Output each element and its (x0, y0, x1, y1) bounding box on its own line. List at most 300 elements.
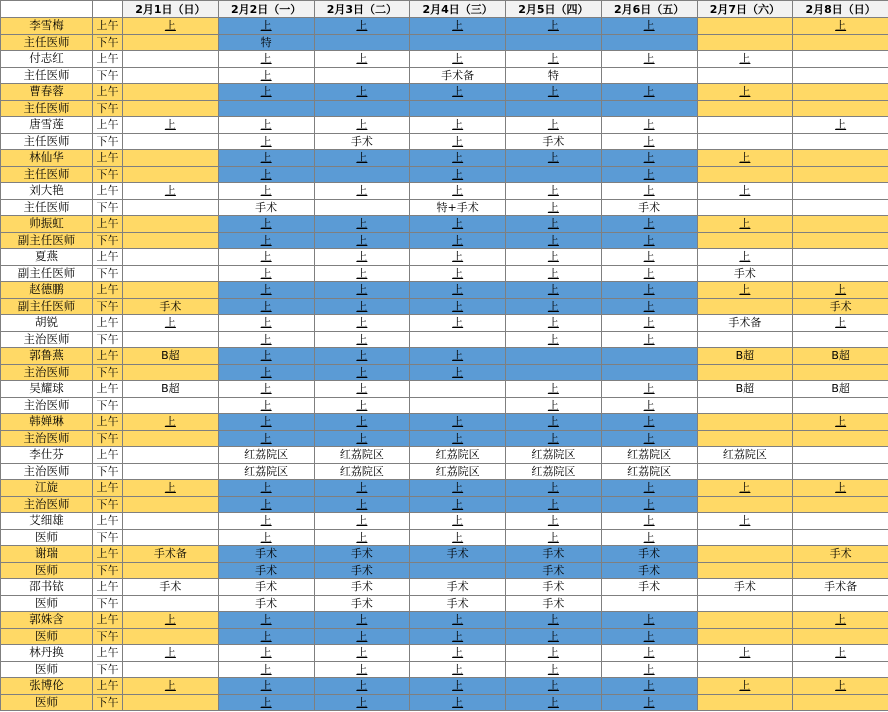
doctor-name-cell[interactable]: 医师 (1, 628, 93, 645)
schedule-cell[interactable]: 上 (218, 298, 314, 315)
schedule-cell[interactable]: 上 (314, 18, 410, 35)
schedule-cell[interactable]: 上 (506, 661, 602, 678)
half-day-cell[interactable]: 下午 (93, 133, 123, 150)
schedule-cell[interactable]: 上 (601, 612, 697, 629)
schedule-cell[interactable]: 上 (123, 480, 219, 497)
schedule-cell[interactable]: 上 (506, 430, 602, 447)
schedule-cell[interactable]: 上 (410, 364, 506, 381)
schedule-cell[interactable]: 上 (410, 661, 506, 678)
schedule-cell[interactable]: 手术 (314, 595, 410, 612)
schedule-cell[interactable] (793, 100, 888, 117)
schedule-cell[interactable]: 上 (410, 496, 506, 513)
corner-cell-half[interactable] (93, 1, 123, 18)
schedule-cell[interactable]: 手术 (793, 298, 888, 315)
schedule-cell[interactable]: 上 (314, 282, 410, 299)
schedule-cell[interactable]: 上 (697, 183, 793, 200)
schedule-cell[interactable]: 上 (314, 150, 410, 167)
schedule-cell[interactable]: B超 (793, 381, 888, 398)
schedule-cell[interactable]: 上 (601, 694, 697, 711)
schedule-cell[interactable]: 手术 (314, 546, 410, 563)
schedule-cell[interactable] (793, 513, 888, 530)
day-header[interactable]: 2月4日（三） (410, 1, 506, 18)
schedule-cell[interactable] (123, 595, 219, 612)
schedule-cell[interactable]: 上 (601, 265, 697, 282)
schedule-cell[interactable]: 上 (314, 414, 410, 431)
schedule-cell[interactable]: 上 (793, 480, 888, 497)
schedule-cell[interactable]: 上 (697, 480, 793, 497)
doctor-name-cell[interactable]: 林丹换 (1, 645, 93, 662)
schedule-cell[interactable] (793, 232, 888, 249)
schedule-cell[interactable]: 上 (410, 166, 506, 183)
schedule-cell[interactable] (697, 546, 793, 563)
schedule-cell[interactable]: 上 (697, 51, 793, 68)
schedule-cell[interactable]: 上 (314, 480, 410, 497)
schedule-cell[interactable]: 上 (601, 381, 697, 398)
schedule-cell[interactable]: B超 (123, 381, 219, 398)
schedule-cell[interactable]: 上 (218, 84, 314, 101)
schedule-cell[interactable] (697, 562, 793, 579)
schedule-cell[interactable]: 上 (410, 150, 506, 167)
schedule-cell[interactable] (793, 216, 888, 233)
schedule-cell[interactable] (123, 51, 219, 68)
schedule-cell[interactable] (314, 67, 410, 84)
schedule-cell[interactable]: 手术 (218, 579, 314, 596)
schedule-cell[interactable] (793, 694, 888, 711)
schedule-cell[interactable] (506, 348, 602, 365)
day-header[interactable]: 2月6日（五） (601, 1, 697, 18)
schedule-cell[interactable]: 上 (314, 298, 410, 315)
half-day-cell[interactable]: 下午 (93, 463, 123, 480)
schedule-cell[interactable] (793, 133, 888, 150)
schedule-cell[interactable] (793, 331, 888, 348)
doctor-name-cell[interactable]: 主治医师 (1, 463, 93, 480)
schedule-cell[interactable]: 上 (506, 51, 602, 68)
schedule-cell[interactable]: 上 (697, 282, 793, 299)
schedule-cell[interactable] (793, 150, 888, 167)
schedule-cell[interactable]: 上 (314, 529, 410, 546)
half-day-cell[interactable]: 上午 (93, 513, 123, 530)
doctor-name-cell[interactable]: 江旋 (1, 480, 93, 497)
schedule-cell[interactable]: 上 (410, 612, 506, 629)
half-day-cell[interactable]: 下午 (93, 298, 123, 315)
schedule-cell[interactable] (123, 661, 219, 678)
schedule-cell[interactable] (601, 34, 697, 51)
schedule-cell[interactable]: 上 (506, 480, 602, 497)
schedule-cell[interactable]: 上 (506, 414, 602, 431)
schedule-cell[interactable]: 上 (410, 216, 506, 233)
schedule-cell[interactable]: 上 (218, 414, 314, 431)
schedule-cell[interactable] (410, 562, 506, 579)
schedule-cell[interactable]: 上 (218, 430, 314, 447)
doctor-name-cell[interactable]: 曹春蓉 (1, 84, 93, 101)
schedule-cell[interactable]: 上 (506, 282, 602, 299)
half-day-cell[interactable]: 上午 (93, 84, 123, 101)
schedule-cell[interactable]: 上 (601, 513, 697, 530)
schedule-cell[interactable] (123, 199, 219, 216)
schedule-cell[interactable]: 上 (506, 117, 602, 134)
schedule-cell[interactable]: 上 (410, 628, 506, 645)
schedule-cell[interactable]: 上 (218, 678, 314, 695)
schedule-cell[interactable] (123, 232, 219, 249)
schedule-cell[interactable]: 上 (793, 414, 888, 431)
schedule-cell[interactable]: 上 (314, 430, 410, 447)
schedule-cell[interactable]: 上 (218, 216, 314, 233)
schedule-cell[interactable]: 手术 (793, 546, 888, 563)
schedule-cell[interactable] (697, 529, 793, 546)
schedule-cell[interactable]: 上 (314, 678, 410, 695)
schedule-cell[interactable] (123, 150, 219, 167)
doctor-name-cell[interactable]: 付志红 (1, 51, 93, 68)
half-day-cell[interactable]: 下午 (93, 694, 123, 711)
schedule-cell[interactable]: 上 (601, 166, 697, 183)
schedule-cell[interactable] (697, 331, 793, 348)
schedule-cell[interactable] (793, 364, 888, 381)
schedule-cell[interactable] (793, 265, 888, 282)
schedule-cell[interactable]: 特 (218, 34, 314, 51)
schedule-cell[interactable]: 上 (601, 331, 697, 348)
schedule-cell[interactable] (314, 34, 410, 51)
half-day-cell[interactable]: 上午 (93, 645, 123, 662)
schedule-cell[interactable]: 手术 (218, 595, 314, 612)
schedule-cell[interactable] (123, 364, 219, 381)
schedule-cell[interactable]: 上 (697, 84, 793, 101)
schedule-cell[interactable] (793, 463, 888, 480)
schedule-cell[interactable] (697, 628, 793, 645)
schedule-cell[interactable] (123, 447, 219, 464)
schedule-cell[interactable]: 上 (410, 315, 506, 332)
half-day-cell[interactable]: 上午 (93, 183, 123, 200)
schedule-cell[interactable]: 上 (123, 612, 219, 629)
half-day-cell[interactable]: 上午 (93, 546, 123, 563)
day-header[interactable]: 2月5日（四） (506, 1, 602, 18)
schedule-cell[interactable] (123, 282, 219, 299)
schedule-cell[interactable]: 上 (601, 496, 697, 513)
schedule-cell[interactable]: 上 (697, 150, 793, 167)
schedule-cell[interactable] (506, 100, 602, 117)
schedule-cell[interactable]: 上 (123, 315, 219, 332)
schedule-cell[interactable]: 上 (410, 232, 506, 249)
schedule-cell[interactable]: 手术备 (123, 546, 219, 563)
schedule-cell[interactable] (793, 34, 888, 51)
schedule-cell[interactable]: 手术 (410, 546, 506, 563)
schedule-cell[interactable]: 上 (314, 84, 410, 101)
schedule-cell[interactable]: 上 (218, 364, 314, 381)
half-day-cell[interactable]: 上午 (93, 216, 123, 233)
schedule-cell[interactable]: 手术 (314, 579, 410, 596)
schedule-cell[interactable]: 手术 (218, 546, 314, 563)
schedule-cell[interactable]: 上 (601, 678, 697, 695)
schedule-cell[interactable]: 上 (410, 183, 506, 200)
half-day-cell[interactable]: 下午 (93, 166, 123, 183)
schedule-cell[interactable] (506, 166, 602, 183)
schedule-cell[interactable]: 上 (314, 364, 410, 381)
schedule-cell[interactable]: 特+手术 (410, 199, 506, 216)
schedule-cell[interactable]: 上 (218, 331, 314, 348)
schedule-cell[interactable]: 上 (314, 628, 410, 645)
schedule-cell[interactable]: 上 (218, 18, 314, 35)
schedule-cell[interactable]: 上 (601, 216, 697, 233)
schedule-cell[interactable]: 上 (410, 694, 506, 711)
schedule-cell[interactable] (314, 100, 410, 117)
schedule-cell[interactable]: 上 (506, 150, 602, 167)
schedule-cell[interactable]: 上 (506, 529, 602, 546)
schedule-cell[interactable]: 上 (410, 249, 506, 266)
schedule-cell[interactable] (506, 34, 602, 51)
schedule-cell[interactable]: 手术备 (410, 67, 506, 84)
schedule-cell[interactable] (697, 414, 793, 431)
schedule-cell[interactable]: 上 (793, 678, 888, 695)
schedule-cell[interactable]: 手术 (506, 579, 602, 596)
schedule-cell[interactable]: 红荔院区 (506, 463, 602, 480)
schedule-cell[interactable]: 上 (218, 381, 314, 398)
schedule-cell[interactable] (601, 595, 697, 612)
schedule-cell[interactable]: 上 (123, 414, 219, 431)
schedule-cell[interactable]: 手术 (601, 579, 697, 596)
schedule-cell[interactable]: 手术 (506, 133, 602, 150)
schedule-cell[interactable]: 手术 (123, 298, 219, 315)
schedule-cell[interactable]: 上 (506, 315, 602, 332)
schedule-cell[interactable]: 上 (314, 265, 410, 282)
doctor-name-cell[interactable]: 郭鲁燕 (1, 348, 93, 365)
schedule-cell[interactable]: 上 (314, 397, 410, 414)
schedule-cell[interactable] (314, 166, 410, 183)
schedule-cell[interactable]: 上 (218, 265, 314, 282)
schedule-cell[interactable] (793, 166, 888, 183)
schedule-cell[interactable]: 手术 (506, 562, 602, 579)
half-day-cell[interactable]: 上午 (93, 579, 123, 596)
schedule-cell[interactable]: 上 (314, 496, 410, 513)
schedule-cell[interactable]: 上 (314, 694, 410, 711)
corner-cell[interactable] (1, 1, 93, 18)
schedule-cell[interactable] (793, 249, 888, 266)
schedule-cell[interactable] (697, 496, 793, 513)
schedule-cell[interactable]: 上 (218, 249, 314, 266)
schedule-cell[interactable]: 上 (314, 612, 410, 629)
schedule-cell[interactable] (410, 100, 506, 117)
schedule-cell[interactable]: 上 (506, 645, 602, 662)
half-day-cell[interactable]: 上午 (93, 51, 123, 68)
schedule-cell[interactable]: 红荔院区 (697, 447, 793, 464)
schedule-cell[interactable]: 上 (506, 298, 602, 315)
schedule-cell[interactable] (697, 298, 793, 315)
doctor-name-cell[interactable]: 主治医师 (1, 331, 93, 348)
schedule-cell[interactable]: 上 (410, 430, 506, 447)
half-day-cell[interactable]: 上午 (93, 348, 123, 365)
schedule-cell[interactable] (793, 447, 888, 464)
schedule-cell[interactable]: 上 (506, 18, 602, 35)
schedule-cell[interactable]: 上 (410, 348, 506, 365)
schedule-cell[interactable]: 红荔院区 (410, 463, 506, 480)
schedule-cell[interactable] (123, 34, 219, 51)
schedule-cell[interactable]: 上 (314, 348, 410, 365)
schedule-cell[interactable] (123, 84, 219, 101)
schedule-cell[interactable]: 上 (506, 496, 602, 513)
schedule-cell[interactable]: 上 (601, 133, 697, 150)
schedule-cell[interactable] (123, 628, 219, 645)
schedule-cell[interactable]: 上 (697, 513, 793, 530)
doctor-name-cell[interactable]: 主治医师 (1, 430, 93, 447)
schedule-cell[interactable] (697, 595, 793, 612)
doctor-name-cell[interactable]: 副主任医师 (1, 265, 93, 282)
doctor-name-cell[interactable]: 郭姝含 (1, 612, 93, 629)
schedule-cell[interactable] (793, 67, 888, 84)
schedule-cell[interactable]: 手术 (506, 546, 602, 563)
schedule-cell[interactable] (410, 34, 506, 51)
schedule-cell[interactable]: 上 (601, 315, 697, 332)
schedule-cell[interactable]: 上 (697, 249, 793, 266)
schedule-cell[interactable] (697, 18, 793, 35)
schedule-cell[interactable] (697, 117, 793, 134)
schedule-cell[interactable]: 上 (601, 249, 697, 266)
schedule-cell[interactable]: 上 (314, 331, 410, 348)
schedule-cell[interactable]: 上 (793, 282, 888, 299)
schedule-cell[interactable]: 上 (506, 397, 602, 414)
schedule-cell[interactable]: 上 (601, 529, 697, 546)
schedule-cell[interactable]: 上 (218, 628, 314, 645)
schedule-cell[interactable] (793, 529, 888, 546)
schedule-cell[interactable] (793, 397, 888, 414)
schedule-cell[interactable]: 上 (601, 18, 697, 35)
schedule-cell[interactable]: 手术 (697, 265, 793, 282)
half-day-cell[interactable]: 上午 (93, 18, 123, 35)
schedule-cell[interactable]: 上 (123, 18, 219, 35)
doctor-name-cell[interactable]: 主治医师 (1, 397, 93, 414)
doctor-name-cell[interactable]: 副主任医师 (1, 298, 93, 315)
half-day-cell[interactable]: 上午 (93, 678, 123, 695)
schedule-cell[interactable]: 上 (314, 645, 410, 662)
schedule-cell[interactable] (123, 133, 219, 150)
schedule-cell[interactable] (123, 513, 219, 530)
schedule-cell[interactable] (697, 34, 793, 51)
schedule-cell[interactable]: 上 (601, 414, 697, 431)
schedule-cell[interactable]: 手术 (314, 133, 410, 150)
schedule-cell[interactable] (506, 364, 602, 381)
schedule-cell[interactable]: B超 (123, 348, 219, 365)
schedule-cell[interactable] (123, 100, 219, 117)
schedule-cell[interactable]: 上 (506, 199, 602, 216)
schedule-cell[interactable]: B超 (793, 348, 888, 365)
schedule-cell[interactable]: 上 (410, 265, 506, 282)
schedule-cell[interactable] (697, 612, 793, 629)
half-day-cell[interactable]: 下午 (93, 364, 123, 381)
schedule-cell[interactable]: 上 (410, 133, 506, 150)
schedule-cell[interactable]: 上 (601, 150, 697, 167)
schedule-cell[interactable]: 手术 (218, 562, 314, 579)
schedule-cell[interactable]: 上 (123, 117, 219, 134)
schedule-cell[interactable]: 上 (314, 249, 410, 266)
schedule-cell[interactable]: 上 (218, 166, 314, 183)
schedule-cell[interactable]: 手术 (601, 199, 697, 216)
schedule-cell[interactable]: 上 (218, 315, 314, 332)
schedule-cell[interactable]: 红荔院区 (314, 463, 410, 480)
schedule-cell[interactable] (123, 463, 219, 480)
half-day-cell[interactable]: 上午 (93, 315, 123, 332)
schedule-cell[interactable] (697, 430, 793, 447)
half-day-cell[interactable]: 上午 (93, 282, 123, 299)
schedule-cell[interactable]: 上 (601, 628, 697, 645)
doctor-name-cell[interactable]: 主任医师 (1, 100, 93, 117)
doctor-name-cell[interactable]: 帅振虹 (1, 216, 93, 233)
half-day-cell[interactable]: 上午 (93, 381, 123, 398)
half-day-cell[interactable]: 下午 (93, 199, 123, 216)
schedule-cell[interactable]: 上 (506, 265, 602, 282)
schedule-cell[interactable]: 上 (601, 51, 697, 68)
schedule-cell[interactable]: 上 (506, 232, 602, 249)
schedule-cell[interactable] (793, 183, 888, 200)
doctor-name-cell[interactable]: 谢瑞 (1, 546, 93, 563)
schedule-cell[interactable] (793, 562, 888, 579)
day-header[interactable]: 2月2日（一） (218, 1, 314, 18)
schedule-cell[interactable]: 上 (314, 51, 410, 68)
schedule-cell[interactable]: 上 (218, 133, 314, 150)
schedule-cell[interactable] (697, 166, 793, 183)
schedule-cell[interactable] (697, 463, 793, 480)
half-day-cell[interactable]: 上午 (93, 480, 123, 497)
doctor-name-cell[interactable]: 吴耀球 (1, 381, 93, 398)
schedule-cell[interactable]: 上 (697, 678, 793, 695)
schedule-cell[interactable]: 上 (793, 18, 888, 35)
schedule-cell[interactable]: 上 (218, 529, 314, 546)
schedule-cell[interactable]: 上 (410, 282, 506, 299)
schedule-cell[interactable] (601, 348, 697, 365)
doctor-name-cell[interactable]: 主任医师 (1, 34, 93, 51)
half-day-cell[interactable]: 下午 (93, 595, 123, 612)
schedule-cell[interactable]: 上 (410, 51, 506, 68)
schedule-cell[interactable]: 上 (123, 678, 219, 695)
schedule-cell[interactable]: 红荔院区 (410, 447, 506, 464)
day-header[interactable]: 2月7日（六） (697, 1, 793, 18)
schedule-cell[interactable]: B超 (697, 348, 793, 365)
doctor-name-cell[interactable]: 李仕芬 (1, 447, 93, 464)
schedule-cell[interactable] (123, 216, 219, 233)
doctor-name-cell[interactable]: 主任医师 (1, 67, 93, 84)
half-day-cell[interactable]: 上午 (93, 447, 123, 464)
doctor-name-cell[interactable]: 医师 (1, 694, 93, 711)
schedule-cell[interactable] (697, 364, 793, 381)
schedule-cell[interactable]: 上 (218, 694, 314, 711)
schedule-cell[interactable] (793, 661, 888, 678)
schedule-cell[interactable] (123, 529, 219, 546)
half-day-cell[interactable]: 下午 (93, 430, 123, 447)
schedule-cell[interactable] (123, 397, 219, 414)
schedule-cell[interactable] (793, 595, 888, 612)
schedule-cell[interactable] (697, 694, 793, 711)
schedule-cell[interactable] (793, 430, 888, 447)
doctor-name-cell[interactable]: 张博伦 (1, 678, 93, 695)
half-day-cell[interactable]: 下午 (93, 628, 123, 645)
schedule-cell[interactable] (697, 397, 793, 414)
schedule-cell[interactable]: 红荔院区 (506, 447, 602, 464)
schedule-cell[interactable]: 上 (410, 18, 506, 35)
doctor-name-cell[interactable]: 夏燕 (1, 249, 93, 266)
schedule-cell[interactable]: 手术备 (697, 315, 793, 332)
day-header[interactable]: 2月8日（日） (793, 1, 888, 18)
schedule-cell[interactable]: 红荔院区 (218, 447, 314, 464)
schedule-cell[interactable] (697, 67, 793, 84)
schedule-cell[interactable]: 红荔院区 (601, 463, 697, 480)
schedule-cell[interactable] (793, 199, 888, 216)
half-day-cell[interactable]: 下午 (93, 331, 123, 348)
schedule-cell[interactable]: 手术 (697, 579, 793, 596)
doctor-name-cell[interactable]: 赵德鹏 (1, 282, 93, 299)
schedule-cell[interactable]: 上 (601, 298, 697, 315)
schedule-cell[interactable] (793, 628, 888, 645)
schedule-cell[interactable] (218, 100, 314, 117)
schedule-cell[interactable]: 上 (314, 232, 410, 249)
half-day-cell[interactable]: 下午 (93, 232, 123, 249)
schedule-cell[interactable]: 上 (410, 513, 506, 530)
schedule-cell[interactable]: 上 (601, 232, 697, 249)
